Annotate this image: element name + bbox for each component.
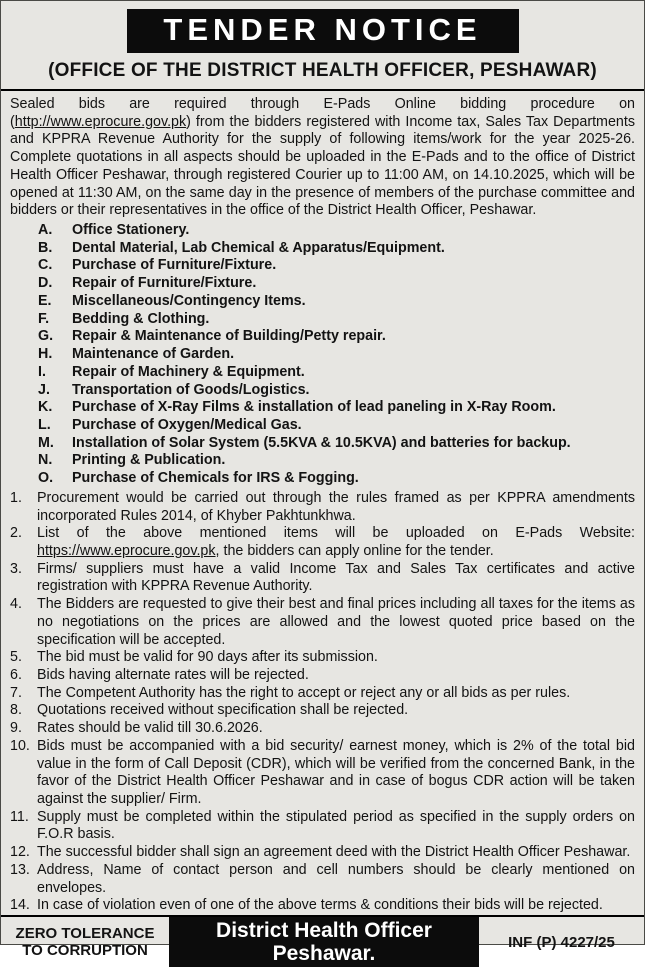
term-item	[10, 702, 635, 720]
term-label: 10.	[10, 737, 30, 754]
term-item	[10, 667, 635, 685]
item-text: Installation of Solar System (5.5KVA & 10.5KVA) and batteries for backup.	[72, 434, 571, 451]
term-label: 12.	[10, 844, 30, 861]
inf-number: INF (P) 4227/25	[508, 933, 615, 951]
office-subtitle: (OFFICE OF THE DISTRICT HEALTH OFFICER, PESHAWAR)	[1, 53, 644, 91]
item-label: M.	[38, 434, 54, 451]
item-label: A.	[38, 222, 53, 239]
term-text	[37, 525, 635, 560]
list-item	[38, 452, 635, 470]
intro-text-before: Sealed bids are required through E-Pads Online bidding procedure on (	[10, 96, 635, 130]
notice-footer	[1, 915, 644, 967]
item-text: Purchase of Chemicals for IRS & Fogging.	[72, 470, 359, 487]
item-text: Purchase of Furniture/Fixture.	[72, 257, 277, 274]
term-text: The successful bidder shall sign an agreement deed with the District Health Officer Peshawar.	[37, 844, 631, 861]
term-label: 3.	[10, 560, 22, 577]
term-text: The Competent Authority has the right to accept or reject any or all bids as per rules.	[37, 684, 571, 701]
term-item	[10, 809, 635, 844]
page-title: TENDER NOTICE	[163, 12, 482, 47]
eprocure-url: http://www.eprocure.gov.pk	[14, 113, 187, 130]
item-text: Office Stationery.	[72, 222, 190, 239]
term-text: Procurement would be carried out through the rules framed as per KPPRA amendments incorporated Rules 2014, of Khyber Pakhtunkhwa.	[37, 489, 635, 524]
list-item	[38, 364, 635, 382]
item-label: K.	[38, 399, 53, 416]
item-label: B.	[38, 239, 53, 256]
term-text: The bid must be valid for 90 days after its submission.	[37, 649, 378, 666]
term-text: Rates should be valid till 30.6.2026.	[37, 720, 263, 737]
term-label: 14.	[10, 897, 30, 914]
term-item	[10, 897, 635, 915]
item-label: G.	[38, 328, 54, 345]
list-item	[38, 275, 635, 293]
item-label: N.	[38, 452, 53, 469]
term-text: Bids having alternate rates will be rejected.	[37, 667, 309, 683]
office-name-line-2: Peshawar.	[272, 942, 376, 966]
term-item	[10, 490, 635, 525]
item-label: J.	[38, 381, 50, 398]
title-bar	[127, 9, 519, 53]
item-label: C.	[38, 257, 53, 274]
notice-content	[1, 1, 644, 915]
term-item	[10, 561, 635, 596]
eprocure-url: https://www.eprocure.gov.pk	[37, 542, 216, 559]
term-item	[10, 649, 635, 667]
item-text: Purchase of X-Ray Films & installation of lead paneling in X-Ray Room.	[72, 399, 556, 416]
term-label: 9.	[10, 720, 22, 737]
term-label: 13.	[10, 861, 30, 878]
item-text: Maintenance of Garden.	[72, 346, 235, 363]
term-text: Quotations received without specification shall be rejected.	[37, 702, 409, 719]
term-label: 6.	[10, 667, 22, 683]
item-text: Transportation of Goods/Logistics.	[72, 381, 310, 398]
items-list	[38, 222, 635, 488]
item-text: Dental Material, Lab Chemical & Apparatus/Equipment.	[72, 239, 445, 256]
term-label: 4.	[10, 596, 22, 613]
item-label: E.	[38, 292, 52, 309]
term-item	[10, 720, 635, 738]
term-text: In case of violation even of one of the above terms & conditions their bids will be rejected.	[37, 897, 603, 914]
item-text: Repair of Machinery & Equipment.	[72, 363, 305, 380]
term-label: 5.	[10, 649, 22, 666]
list-item	[38, 257, 635, 275]
list-item	[38, 222, 635, 240]
term-text: Firms/ suppliers must have a valid Income Tax and Sales Tax certificates and active registration with KPPRA Revenue Authority.	[37, 560, 635, 595]
term-label: 1.	[10, 489, 22, 506]
list-item	[38, 382, 635, 400]
list-item	[38, 470, 635, 488]
item-text: Printing & Publication.	[72, 452, 226, 469]
list-item	[38, 328, 635, 346]
office-name-line-1: District Health Officer	[216, 918, 432, 942]
item-text: Repair & Maintenance of Building/Petty repair.	[72, 328, 386, 345]
item-label: I.	[38, 363, 46, 380]
term-item	[10, 862, 635, 897]
item-label: O.	[38, 470, 54, 487]
terms-list	[10, 490, 635, 915]
term-item	[10, 596, 635, 649]
term-text-after: , the bidders can apply online for the tender.	[215, 542, 494, 559]
list-item	[38, 311, 635, 329]
item-label: L.	[38, 416, 51, 433]
term-item	[10, 525, 635, 560]
item-label: D.	[38, 275, 53, 292]
list-item	[38, 399, 635, 417]
anti-corruption-slogan	[1, 917, 169, 967]
term-text: The Bidders are requested to give their best and final prices including all taxes for the items as no negotiations on the prices are allowed and the lowest quoted price based on the specification will be accepted.	[37, 596, 635, 648]
term-label: 2.	[10, 525, 22, 542]
item-label: H.	[38, 346, 53, 363]
term-text-before: List of the above mentioned items will be uploaded on E-Pads Website:	[37, 525, 635, 542]
term-text: Bids must be accompanied with a bid security/ earnest money, which is 2% of the total bid value in the form of Call Deposit (CDR), which will be verified from the concerned Bank, in the favor of the District Health Officer Peshawar and in case of bogus CDR action will be taken against the supplier/ Firm.	[37, 737, 635, 808]
slogan-line-1: ZERO TOLERANCE	[15, 924, 155, 942]
list-item	[38, 346, 635, 364]
intro-paragraph	[10, 96, 635, 220]
item-text: Bedding & Clothing.	[72, 310, 210, 327]
term-item	[10, 685, 635, 703]
notice-body	[1, 91, 644, 915]
item-text: Purchase of Oxygen/Medical Gas.	[72, 416, 302, 433]
term-label: 7.	[10, 684, 22, 701]
office-name-box	[169, 917, 479, 967]
list-item	[38, 417, 635, 435]
list-item	[38, 240, 635, 258]
list-item	[38, 293, 635, 311]
term-label: 8.	[10, 702, 22, 719]
item-text: Miscellaneous/Contingency Items.	[72, 292, 306, 309]
item-label: F.	[38, 310, 50, 327]
term-text: Supply must be completed within the stipulated period as specified in the supply orders on F.O.R basis.	[37, 808, 635, 843]
term-label: 11.	[10, 808, 29, 825]
term-item	[10, 738, 635, 809]
term-item	[10, 844, 635, 862]
item-text: Repair of Furniture/Fixture.	[72, 275, 257, 292]
intro-text-after: ) from the bidders registered with Income tax, Sales Tax Departments and KPPRA Revenue Authority for the supply of following items/work for the year 2025-26. Complete quotations in all aspects should be uploaded in the E-Pads and to the office of District Health Officer Peshawar, through registered Courier up to 11:00 AM, on 14.10.2025, which will be opened at 11:30 AM, on the same day in the presence of members of the purchase committee and bidders or their representatives in the office of the District Health Officer, Peshawar.	[10, 113, 635, 219]
term-text: Address, Name of contact person and cell numbers should be clearly mentioned on envelopes.	[37, 861, 635, 896]
list-item	[38, 435, 635, 453]
slogan-line-2: TO CORRUPTION	[22, 942, 148, 960]
